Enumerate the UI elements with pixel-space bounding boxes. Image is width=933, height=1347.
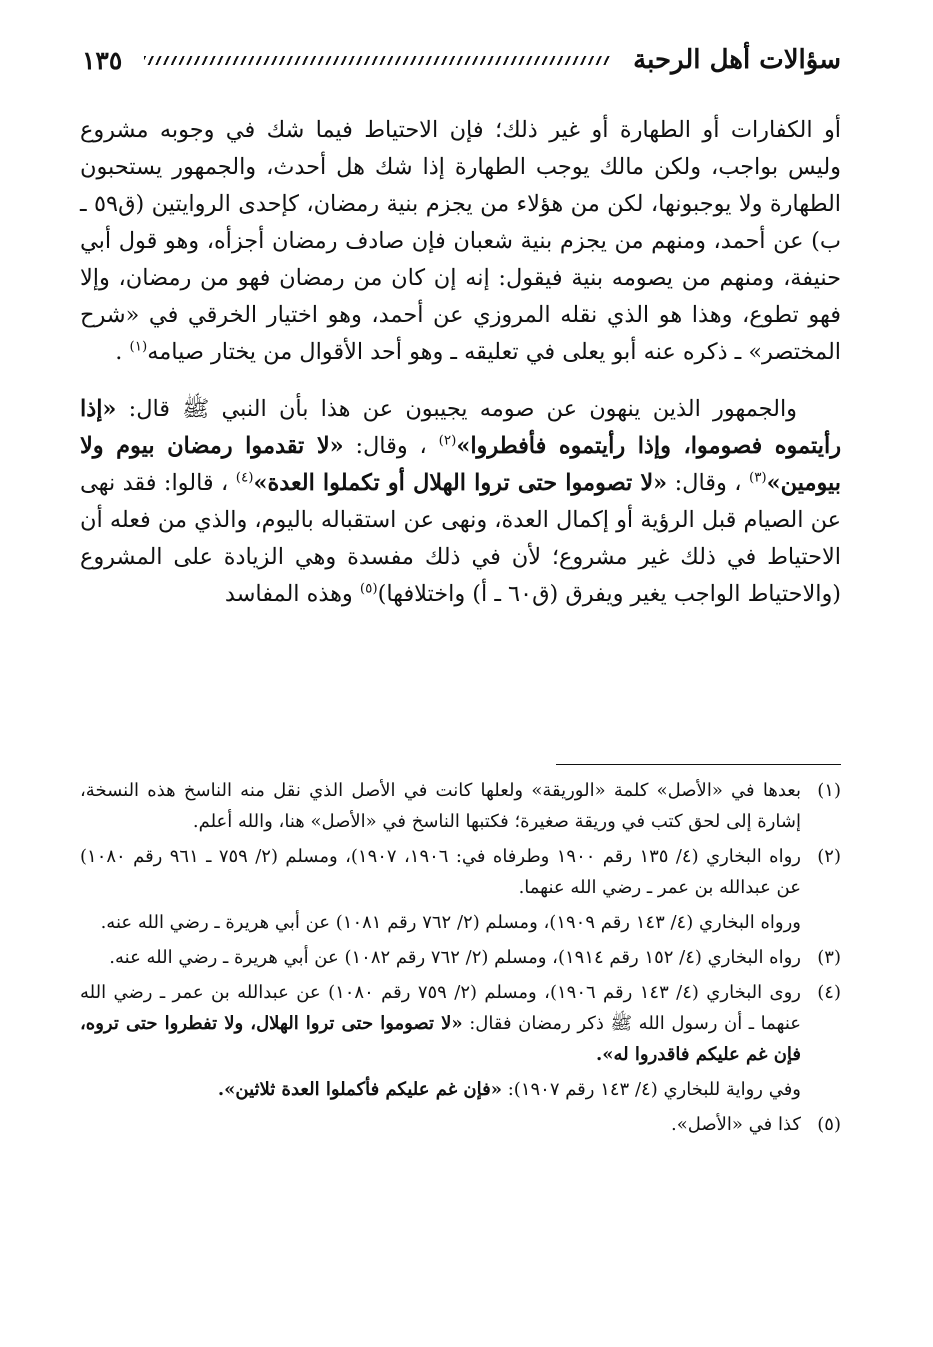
footnote-1 [80,775,841,837]
header-decorative-rule [144,56,611,65]
footnote-text: كذا في «الأصل». [671,1114,801,1135]
footnote-number: (٢) [817,846,841,867]
footnote-4-continuation [80,1074,841,1105]
paragraph-2-text-b: ، وقال: [343,433,439,459]
paragraph-1-text: أو الكفارات أو الطهارة أو غير ذلك؛ فإن الاحتياط فيما شك في وجوبه مشروع وليس بواجب، ولكن مالك يوجب الطهارة إذا شك هل أحدث، والجمهور يستحبون الطهارة ولا يوجبونها، لكن من هؤلاء من يجزم بنية رمضان، كإحدى الروايتين (ق٥٩ ـ ب) عن أحمد، ومنهم من يجزم بنية شعبان فإن صادف رمضان أجزأه، وهو قول أبي حنيفة، ومنهم من يصومه بنية فيقول: إنه إن كان من رمضان فهو من رمضان، وإلا فهو تطوع، وهذا هو الذي نقله المروزي عن أحمد، وهو اختيار الخرقي في «شرح المختصر» ـ ذكره عنه أبو يعلى في تعليقه ـ وهو أحد الأقوال من يختار صيامه [80,117,841,365]
footnote-number: (١) [817,780,841,801]
footnote-text: بعدها في «الأصل» كلمة «الوريقة» ولعلها كانت في الأصل الذي نقل منه الناسخ هذه النسخة، إشارة إلى لحق كتب في وريقة صغيرة؛ فكتبها الناسخ في «الأصل» هنا، والله أعلم. [80,780,801,832]
hadith-quote-3: «لا تصوموا حتى تروا الهلال أو تكملوا العدة» [253,470,668,496]
footnote-separator [556,764,841,765]
hadith-quote-1: «إذا رأيتموه فصوموا، وإذا رأيتموه فأفطروا» [80,396,842,459]
running-title: سؤالات أهل الرحبة [633,45,841,75]
footnote-ref-4: (٤) [235,470,254,486]
paragraph-2-text-a: والجمهور الذين ينهون عن صومه يجيبون عن هذا بأن النبي ﷺ قال: [116,396,797,422]
paragraph-2-text-c: ، وقال: [667,470,749,496]
footnote-text: روى البخاري (٤/ ١٤٣ رقم ١٩٠٦)، ومسلم (٢/ ٧٥٩ رقم ١٠٨٠) عن عبدالله بن عمر ـ رضي الله عنهما ـ أن رسول الله ﷺ ذكر رمضان فقال: [80,982,801,1034]
hadith-quote-2: «لا تقدموا رمضان بيوم ولا بيومين» [80,433,842,496]
footnote-5 [80,1109,841,1140]
footnote-ref-1: (١) [129,339,148,355]
footnote-2-continuation: ورواه البخاري (٤/ ١٤٣ رقم ١٩٠٩)، ومسلم (٢/ ٧٦٢ رقم ١٠٨١) عن أبي هريرة ـ رضي الله عنه. [100,912,801,933]
footnote-ref-3: (٣) [748,470,767,486]
footnote-number: (٣) [817,947,841,968]
footnote-ref-5: (٥) [359,581,378,597]
footnote-4 [80,977,841,1070]
paragraph-2-text-d: ، قالوا: فقد نهى عن الصيام قبل الرؤية أو إكمال العدة، ونهى عن استقباله باليوم، والذي من فعله أن الاحتياط في ذلك غير مشروع؛ لأن في ذلك مفسدة وهي الزيادة على المشروع (والاحتياط الواجب يغير ويفرق (ق٦٠ ـ أ) واختلافها) [80,470,841,607]
footnote-ref-2: (٢) [438,433,457,449]
page-header [82,38,841,82]
main-text [80,112,841,613]
paragraph-1 [80,112,841,371]
footnote-text: وفي رواية للبخاري (٤/ ١٤٣ رقم ١٩٠٧): [502,1079,801,1100]
page-number: ١٣٥ [82,45,123,75]
footnote-text: رواه البخاري (٤/ ١٣٥ رقم ١٩٠٠ وطرفاه في: ١٩٠٦، ١٩٠٧)، ومسلم (٢/ ٧٥٩ ـ ٩٦١ رقم ١٠٨٠) عن عبدالله بن عمر ـ رضي الله عنهما. [80,846,801,898]
footnote-3 [80,942,841,973]
footnote-2 [80,841,841,903]
footnotes [80,775,841,1144]
footnote-text: رواه البخاري (٤/ ١٥٢ رقم ١٩١٤)، ومسلم (٢/ ٧٦٢ رقم ١٠٨٢) عن أبي هريرة ـ رضي الله عنه. [109,947,801,968]
footnote-number: (٤) [817,982,841,1003]
footnote-number: (٥) [817,1114,841,1135]
footnote-quote: «لا تصوموا حتى تروا الهلال، ولا تفطروا حتى تروه، فإن غم عليكم فاقدروا له». [80,1013,801,1065]
paragraph-1-end: . [115,339,130,365]
footnote-quote: «فإن غم عليكم فأكملوا العدة ثلاثين». [217,1079,502,1100]
paragraph-2-text-e: وهذه المفاسد [224,581,360,607]
paragraph-2 [80,391,841,613]
